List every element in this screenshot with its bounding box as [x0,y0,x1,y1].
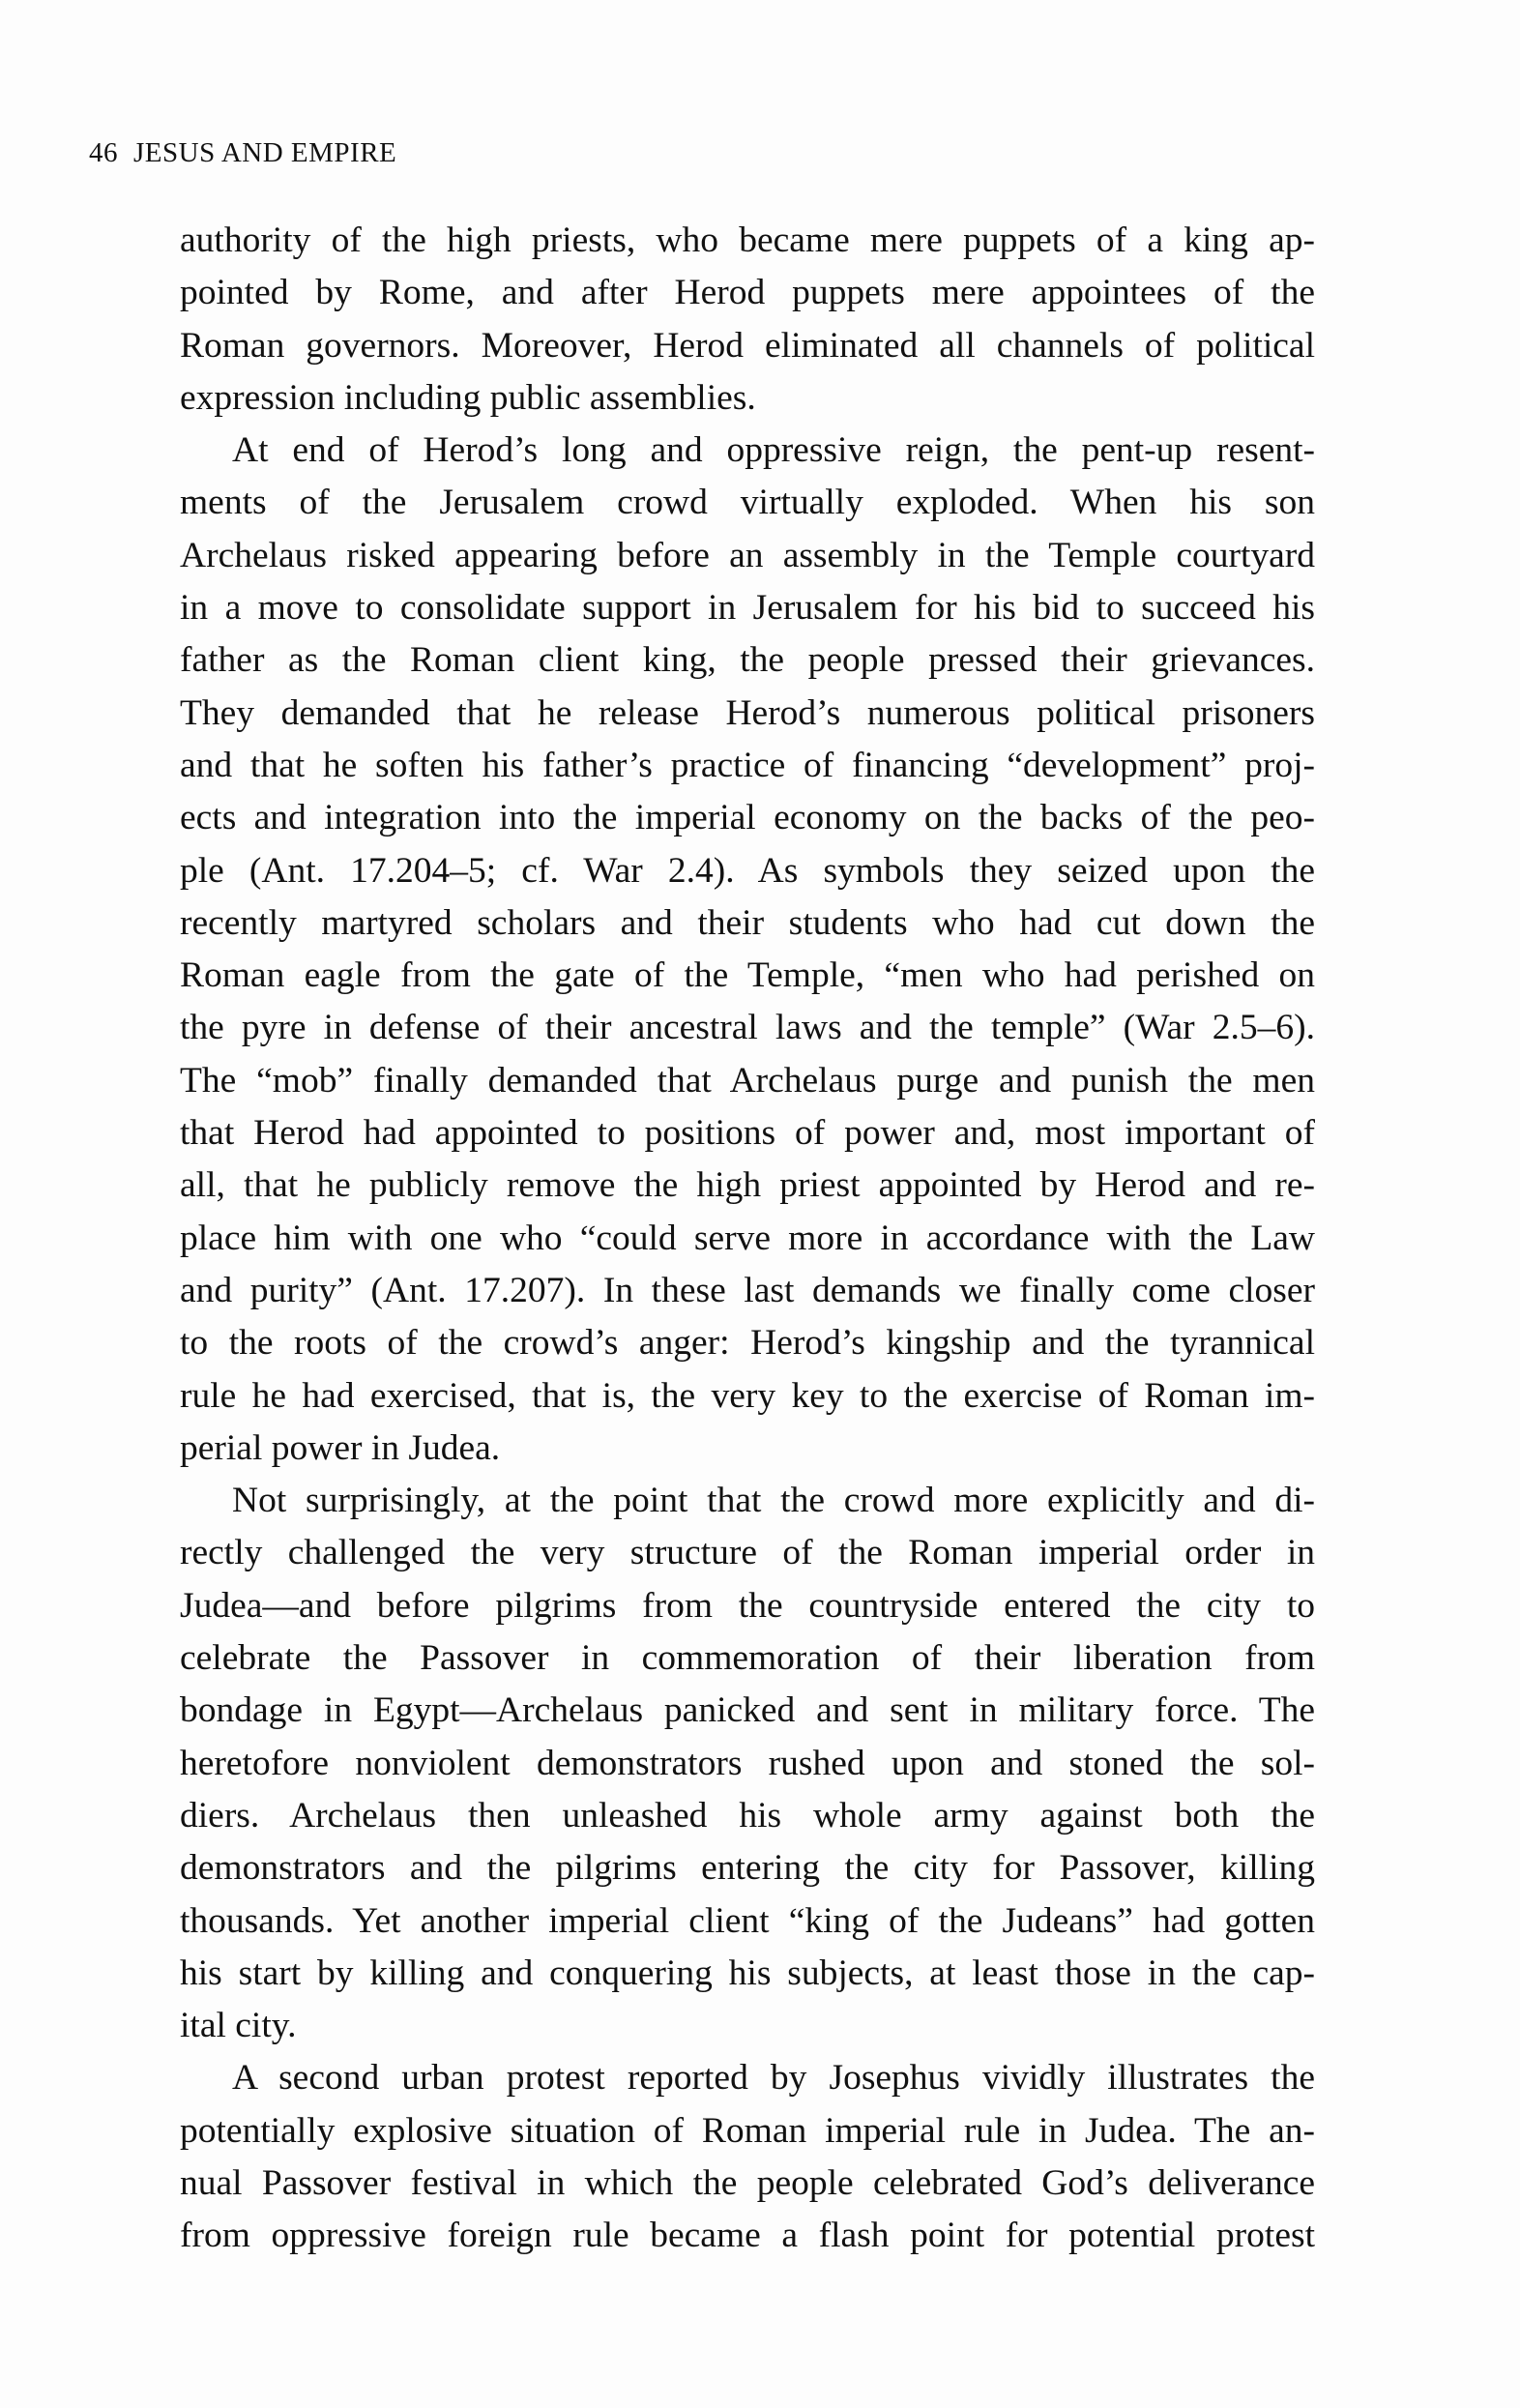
text-line: Judea—and before pilgrims from the countryside entered the city to [180,1585,1315,1626]
text-line: At end of Herod’s long and oppressive reign, the pent-up resent- [232,430,1315,471]
text-line: ital city. [180,2006,297,2046]
text-line: rule he had exercised, that is, the very key to the exercise of Roman im- [180,1375,1315,1416]
text-line: heretofore nonviolent demonstrators rushed upon and stoned the sol- [180,1743,1315,1783]
text-line: and that he soften his father’s practice of financing “development” proj- [180,745,1315,785]
text-line: father as the Roman client king, the people pressed their grievances. [180,640,1315,681]
text-line: his start by killing and conquering his subjects, at least those in the cap- [180,1953,1315,1993]
text-line: bondage in Egypt—Archelaus panicked and sent in military force. The [180,1690,1315,1731]
text-line: recently martyred scholars and their students who had cut down the [180,902,1315,943]
text-line: authority of the high priests, who became mere puppets of a king ap- [180,220,1315,260]
text-line: to the roots of the crowd’s anger: Herod’s kingship and the tyrannical [180,1323,1315,1364]
text-line: that Herod had appointed to positions of power and, most important of [180,1113,1315,1154]
text-line: place him with one who “could serve more in accordance with the Law [180,1218,1315,1258]
text-line: from oppressive foreign rule became a flash point for potential protest [180,2216,1315,2256]
text-line: diers. Archelaus then unleashed his whole army against both the [180,1795,1315,1835]
text-line: potentially explosive situation of Roman imperial rule in Judea. The an- [180,2110,1315,2151]
text-line: They demanded that he release Herod’s numerous political prisoners [180,692,1315,733]
text-line: ects and integration into the imperial economy on the backs of the peo- [180,798,1315,838]
text-line: all, that he publicly remove the high priest appointed by Herod and re- [180,1165,1315,1206]
text-line: Archelaus risked appearing before an assembly in the Temple courtyard [180,535,1315,575]
text-line: expression including public assemblies. [180,377,756,418]
text-line: A second urban protest reported by Josephus vividly illustrates the [232,2058,1315,2099]
text-line: the pyre in defense of their ancestral laws and the temple” (War 2.5–6). [180,1008,1315,1048]
text-line: nual Passover festival in which the people celebrated God’s deliverance [180,2162,1315,2203]
body-text [180,215,1315,2263]
running-title: JESUS AND EMPIRE [133,137,397,168]
text-line: thousands. Yet another imperial client “king of the Judeans” had gotten [180,1900,1315,1941]
text-line: demonstrators and the pilgrims entering the city for Passover, killing [180,1848,1315,1889]
text-line: rectly challenged the very structure of the Roman imperial order in [180,1533,1315,1573]
text-line: and purity” (Ant. 17.207). In these last demands we finally come closer [180,1270,1315,1310]
text-line: in a move to consolidate support in Jerusalem for his bid to succeed his [180,588,1315,629]
text-line: Not surprisingly, at the point that the crowd more explicitly and di- [232,1481,1315,1521]
text-line: The “mob” finally demanded that Archelaus purge and punish the men [180,1060,1315,1101]
page-number: 46 [89,137,118,168]
text-line: perial power in Judea. [180,1427,501,1468]
text-line: Roman eagle from the gate of the Temple, “men who had perished on [180,955,1315,996]
text-line: pointed by Rome, and after Herod puppets mere appointees of the [180,273,1315,313]
text-line: ments of the Jerusalem crowd virtually exploded. When his son [180,483,1315,523]
text-line: celebrate the Passover in commemoration of their liberation from [180,1638,1315,1679]
text-line: Roman governors. Moreover, Herod eliminated all channels of political [180,325,1315,366]
running-head [89,137,396,169]
text-line: ple (Ant. 17.204–5; cf. War 2.4). As symbols they seized upon the [180,850,1315,891]
